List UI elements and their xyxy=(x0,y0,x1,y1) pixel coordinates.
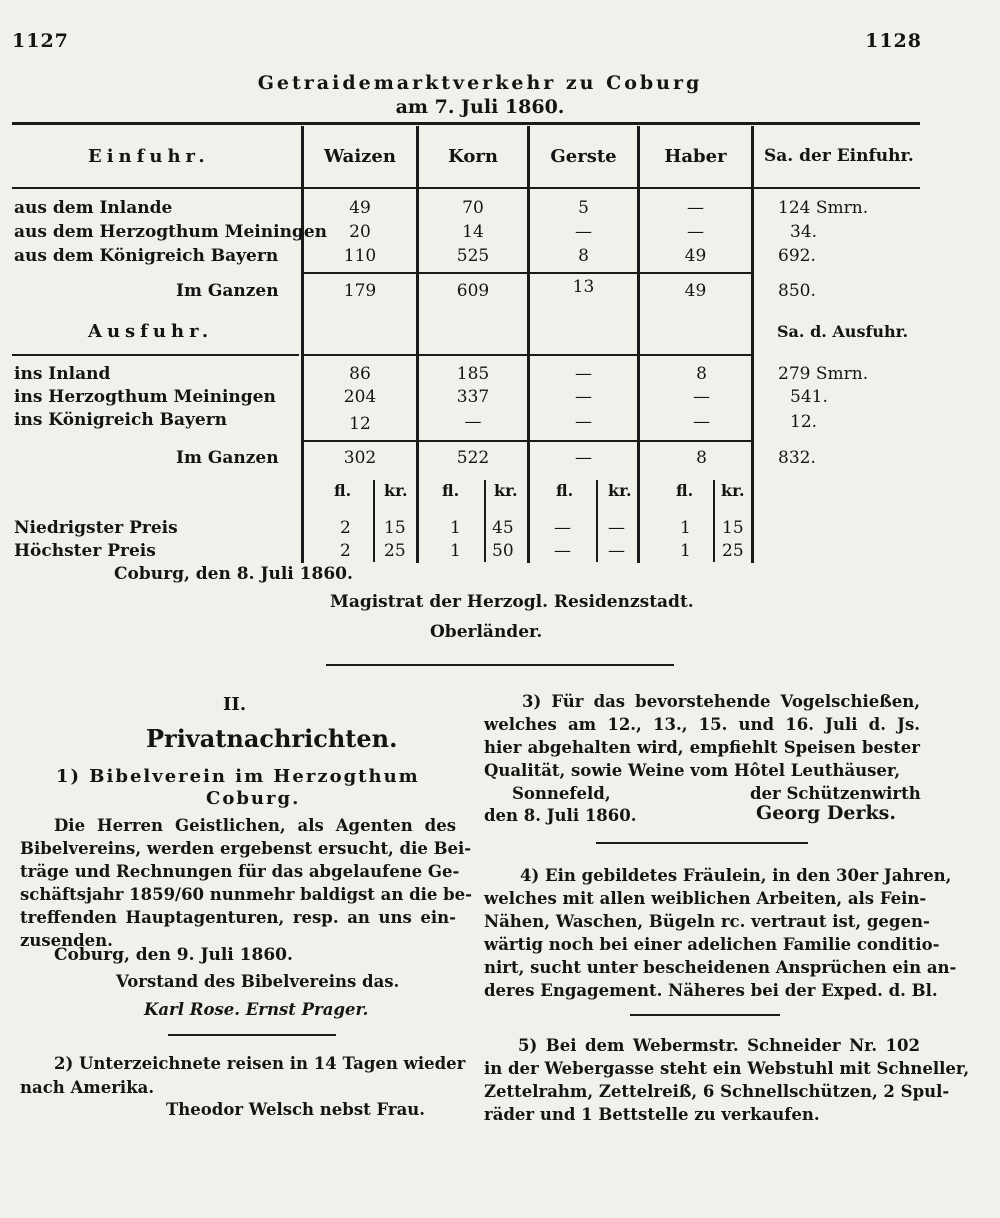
cell-waizen: 179 xyxy=(343,281,377,301)
cell-gerste: 5 xyxy=(578,198,589,218)
header-rule xyxy=(12,187,920,189)
notice-line: Qualität, sowie Weine vom Hôtel Leuthäuser, xyxy=(484,761,901,780)
cell-sum: 279 Smrn. xyxy=(778,364,869,384)
notice-line: zusenden. xyxy=(20,931,113,950)
cell-haber: — xyxy=(687,198,704,218)
row-label: aus dem Königreich Bayern xyxy=(14,246,279,266)
table-sign-name: Oberländer. xyxy=(430,622,543,642)
row-label: ins Herzogthum Meiningen xyxy=(14,387,276,407)
cell-gerste: — xyxy=(575,412,592,432)
cell-gerste: 13 xyxy=(572,277,595,297)
currency-kr: kr. xyxy=(721,481,745,500)
section-number: II. xyxy=(223,694,247,715)
notice-line: 2) Unterzeichnete reisen in 14 Tagen wieder xyxy=(54,1054,466,1073)
price-cell: 2 xyxy=(340,541,351,561)
row-label: ins Königreich Bayern xyxy=(14,410,228,430)
price-cell: 45 xyxy=(492,518,514,538)
cell-waizen: 110 xyxy=(343,246,377,266)
row-label: Höchster Preis xyxy=(14,541,156,561)
notice-line: nirt, sucht unter bescheidenen Ansprüchen ein an- xyxy=(484,958,957,977)
notice-line: welches am 12., 13., 15. und 16. Juli d. Js. xyxy=(484,715,920,734)
notice-line: deres Engagement. Näheres bei der Exped. d. Bl. xyxy=(484,981,938,1000)
notice-role: der Schützenwirth xyxy=(750,784,921,803)
notice-line: Die Herren Geistlichen, als Agenten des xyxy=(54,816,456,835)
cell-gerste: — xyxy=(575,387,592,407)
currency-fl: fl. xyxy=(556,481,574,500)
page-number-right: 1128 xyxy=(865,30,922,52)
notice-board: Vorstand des Bibelvereins das. xyxy=(116,972,400,991)
table-top-rule xyxy=(12,122,920,125)
cell-korn: 522 xyxy=(456,448,490,468)
cell-sum: 124 Smrn. xyxy=(778,198,869,218)
notice-signature: Karl Rose. Ernst Prager. xyxy=(144,1000,369,1019)
row-label: ins Inland xyxy=(14,364,111,384)
kr-divider xyxy=(484,480,486,562)
notice-line: träge und Rechnungen für das abgelaufene Ge- xyxy=(20,862,460,881)
notice-heading: 1) Bibelverein im Herzogthum xyxy=(56,766,420,787)
currency-fl: fl. xyxy=(676,481,694,500)
price-cell: 1 xyxy=(450,518,461,538)
notice-line: nach Amerika. xyxy=(20,1078,155,1097)
row-label: Im Ganzen xyxy=(176,448,279,468)
column-divider xyxy=(527,126,530,563)
cell-haber: 8 xyxy=(696,448,707,468)
cell-korn: 525 xyxy=(456,246,490,266)
cell-gerste: 8 xyxy=(578,246,589,266)
notice-heading: Coburg. xyxy=(206,788,301,809)
notice-separator xyxy=(168,1034,336,1036)
row-label: Im Ganzen xyxy=(176,281,279,301)
header-korn: Korn xyxy=(448,146,498,167)
notice-line: 3) Für das bevorstehende Vogelschießen, xyxy=(522,692,920,711)
row-label: aus dem Inlande xyxy=(14,198,173,218)
section-separator xyxy=(326,664,674,666)
currency-fl: fl. xyxy=(442,481,460,500)
price-cell: — xyxy=(608,541,625,561)
header-gerste: Gerste xyxy=(550,146,617,167)
price-cell: 15 xyxy=(722,518,744,538)
header-haber: Haber xyxy=(664,146,727,167)
price-cell: 15 xyxy=(384,518,406,538)
price-cell: 1 xyxy=(680,541,691,561)
cell-korn: 70 xyxy=(462,198,484,218)
notice-line: 4) Ein gebildetes Fräulein, in den 30er Jahren, xyxy=(520,866,952,885)
notice-line: Nähen, Waschen, Bügeln rc. vertraut ist, gegen- xyxy=(484,912,930,931)
kr-divider xyxy=(596,480,598,562)
cell-korn: 185 xyxy=(456,364,490,384)
price-cell: — xyxy=(554,518,571,538)
kr-divider xyxy=(713,480,715,562)
cell-waizen: 20 xyxy=(349,222,371,242)
currency-kr: kr. xyxy=(494,481,518,500)
table-date: am 7. Juli 1860. xyxy=(395,96,565,118)
kr-divider xyxy=(373,480,375,562)
currency-kr: kr. xyxy=(608,481,632,500)
notice-signature: Georg Derks. xyxy=(756,802,896,824)
cell-sum: 541. xyxy=(790,387,828,407)
cell-haber: 49 xyxy=(684,246,707,266)
notice-line: wärtig noch bei einer adelichen Familie conditio- xyxy=(484,935,940,954)
cell-waizen: 86 xyxy=(349,364,371,384)
page-number-left: 1127 xyxy=(12,30,69,52)
price-cell: 1 xyxy=(680,518,691,538)
cell-korn: 609 xyxy=(456,281,490,301)
cell-korn: 337 xyxy=(456,387,490,407)
cell-korn: 14 xyxy=(462,222,484,242)
cell-haber: 8 xyxy=(696,364,707,384)
cell-waizen: 204 xyxy=(343,387,377,407)
price-cell: — xyxy=(554,541,571,561)
column-divider xyxy=(416,126,419,563)
cell-gerste: — xyxy=(575,364,592,384)
header-waizen: Waizen xyxy=(324,146,396,167)
cell-waizen: 49 xyxy=(349,198,371,218)
cell-korn: — xyxy=(464,412,482,432)
cell-gerste: — xyxy=(575,448,592,468)
column-divider xyxy=(637,126,640,563)
header-ausfuhr: Ausfuhr. xyxy=(88,321,214,342)
price-cell: 50 xyxy=(492,541,514,561)
currency-fl: fl. xyxy=(334,481,352,500)
cell-waizen: 302 xyxy=(343,448,377,468)
export-label-rule xyxy=(12,354,299,356)
notice-line: in der Webergasse steht ein Webstuhl mit Schneller, xyxy=(484,1059,970,1078)
cell-haber: — xyxy=(687,222,704,242)
notice-date: Coburg, den 9. Juli 1860. xyxy=(54,945,293,965)
price-cell: 2 xyxy=(340,518,351,538)
notice-separator xyxy=(630,1014,780,1016)
price-cell: 1 xyxy=(450,541,461,561)
section-title: Privatnachrichten. xyxy=(146,724,398,753)
cell-sum: 692. xyxy=(778,246,816,266)
notice-line: schäftsjahr 1859/60 nunmehr baldigst an die be- xyxy=(20,885,473,904)
table-title: Getraidemarktverkehr zu Coburg xyxy=(257,72,703,94)
cell-haber: 49 xyxy=(684,281,707,301)
notice-line: 5) Bei dem Webermstr. Schneider Nr. 102 xyxy=(518,1036,920,1055)
cell-sum: 12. xyxy=(790,412,818,432)
notice-line: welches mit allen weiblichen Arbeiten, als Fein- xyxy=(484,889,927,908)
row-label: aus dem Herzogthum Meiningen xyxy=(14,222,327,242)
column-divider xyxy=(751,126,754,563)
header-sum-ausfuhr: Sa. d. Ausfuhr. xyxy=(777,322,909,341)
price-cell: 25 xyxy=(722,541,744,561)
header-einfuhr: Einfuhr. xyxy=(88,146,210,167)
table-sign-authority: Magistrat der Herzogl. Residenzstadt. xyxy=(330,592,694,612)
cell-waizen: 12 xyxy=(349,414,371,434)
cell-haber: — xyxy=(693,412,710,432)
notice-separator xyxy=(596,842,808,844)
notice-line: Zettelrahm, Zettelreiß, 6 Schnellschützen, 2 Spul- xyxy=(484,1082,950,1101)
price-cell: 25 xyxy=(384,541,406,561)
cell-sum: 832. xyxy=(778,448,816,468)
table-sign-date: Coburg, den 8. Juli 1860. xyxy=(114,564,353,584)
notice-line: treffenden Hauptagenturen, resp. an uns ein- xyxy=(20,908,456,927)
notice-line: räder und 1 Bettstelle zu verkaufen. xyxy=(484,1105,820,1124)
currency-kr: kr. xyxy=(384,481,408,500)
column-divider xyxy=(301,126,304,563)
row-label: Niedrigster Preis xyxy=(14,518,178,538)
notice-date: den 8. Juli 1860. xyxy=(484,806,637,825)
notice-line: hier abgehalten wird, empfiehlt Speisen bester xyxy=(484,738,920,757)
notice-line: Bibelvereins, werden ergebenst ersucht, die Bei- xyxy=(20,839,472,858)
price-cell: — xyxy=(608,518,625,538)
notice-signature: Theodor Welsch nebst Frau. xyxy=(166,1100,426,1119)
notice-place: Sonnefeld, xyxy=(512,784,611,803)
cell-sum: 34. xyxy=(790,222,818,242)
cell-gerste: — xyxy=(575,222,592,242)
cell-sum: 850. xyxy=(778,281,816,301)
cell-haber: — xyxy=(693,387,710,407)
header-sum-einfuhr: Sa. der Einfuhr. xyxy=(764,146,914,166)
